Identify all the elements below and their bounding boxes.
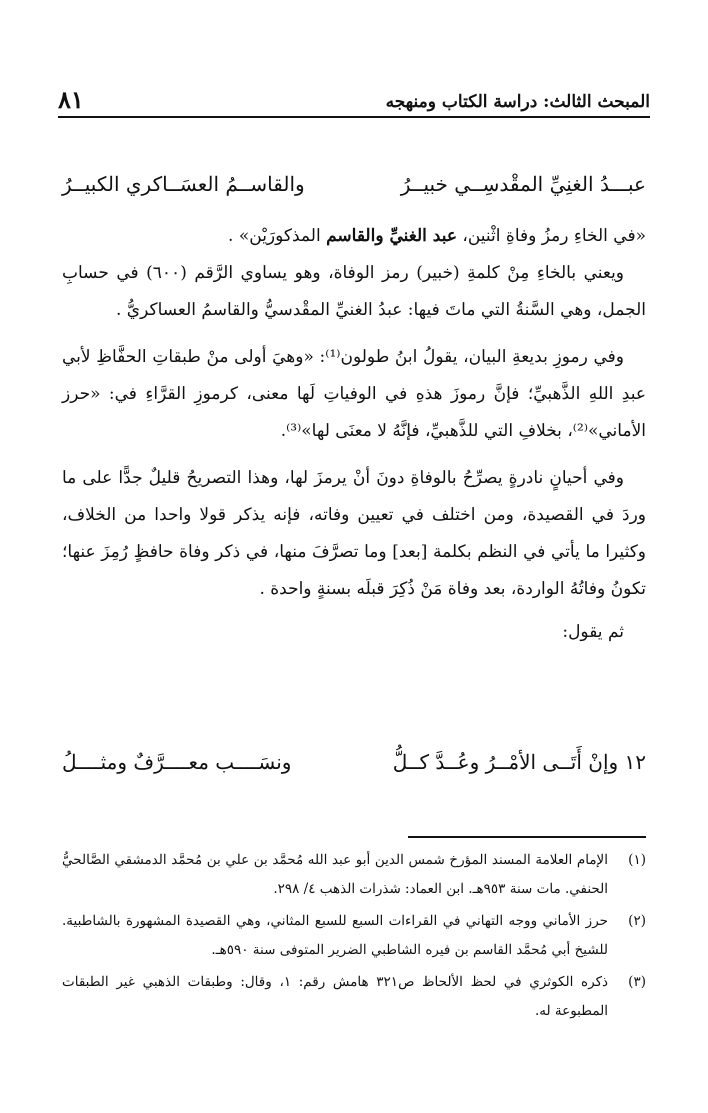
running-title: المبحث الثالث: دراسة الكتاب ومنهجه <box>385 92 650 112</box>
verse-second-hemistich: والقاســمُ العسَــاكري الكبيــرُ <box>62 172 305 196</box>
footnote <box>62 846 646 904</box>
page-number: ٨١ <box>58 85 84 114</box>
footnotes <box>62 846 646 1029</box>
body-text <box>62 218 646 651</box>
footnote-number: (٣) <box>628 974 646 990</box>
footnote-number: (٢) <box>628 913 646 929</box>
footnote-text: الإمام العلامة المسند المؤرخ شمس الدين أبو عبد الله مُحمَّد بن علي بن مُحمَّد الدمشقي الصَّالحيُّ الحنفي. مات سنة ٩٥٣هـ. ابن العماد: شذرات الذهب ٤/ ٢٩٨. <box>62 852 608 897</box>
footnote <box>62 907 646 965</box>
verse-first-hemistich: عبـــدُ الغنِيِّ المقْدسِــي خبيــرُ <box>400 172 646 196</box>
paragraph: وفي رموزِ بديعةِ البيان، يقولُ ابنُ طولون⁽¹⁾: «وهيَ أولى منْ طبقاتِ الحفَّاظِ لأبي عبدِ اللهِ الذَّهبيِّ؛ فإنَّ رموزَ هذهِ في الوفياتِ لَها معنى، كرموزِ القرَّاءِ في: «حرز الأماني»⁽²⁾، بخلافِ التي للذَّهبيِّ، فإنَّهُ لا معنَى لها»⁽³⁾. <box>62 347 646 441</box>
verse-line <box>62 172 646 196</box>
footnote-text: حرز الأماني ووجه التهاني في القراءات السبع للسبع المثاني، وهي القصيدة المشهورة بالشاطبية. للشيخ أبي مُحمَّد القاسم بن فيره الشاطبي الضرير المتوفى سنة ٥٩٠هـ. <box>62 913 608 958</box>
quote-paragraph: «في الخاءِ رمزُ وفاةِ اثْنين، عبد الغنيِّ والقاسم المذكورَيْن» . <box>228 226 646 246</box>
header-rule <box>58 116 650 118</box>
footnote <box>62 968 646 1026</box>
paragraph: ويعني بالخاءِ مِنْ كلمةِ (خبير) رمز الوفاة، وهو يساوي الرَّقم (٦٠٠) في حسابِ الجمل، وهي السَّنةُ التي ماتَ فيها: عبدُ الغنيِّ المقْدسيُّ والقاسمُ العساكريُّ . <box>62 263 646 320</box>
footnote-rule <box>408 836 646 838</box>
verse-second-hemistich: ونسَــــب معــــرَّفٌ ومثــــلُ <box>62 750 292 774</box>
page-header <box>58 82 650 112</box>
bold-names: عبد الغنيِّ والقاسم <box>326 226 457 246</box>
verse-line <box>62 750 646 774</box>
paragraph: ثم يقول: <box>562 622 624 642</box>
verse-first-hemistich: ١٢ وإنْ أَتَــى الأمْــرُ وعُــدَّ كــلُّ <box>392 750 646 774</box>
paragraph: وفي أحيانٍ نادرةٍ يصرِّحُ بالوفاةِ دونَ أنْ يرمزَ لها، وهذا التصريحُ قليلٌ جدًّا على ما وردَ في القصيدة، ومن اختلف في تعيين وفاته، فإنه يذكر قولا واحدا من الخلاف، وكثيرا ما يأتي في النظم بكلمة [بعد] وما تصرَّفَ منها، في ذكر وفاة حافظٍ رُمِزَ عنها؛ تكونُ وفاتُهُ الواردة، بعد وفاة مَنْ ذُكِرَ قبلَه بسنةٍ واحدة . <box>62 468 646 599</box>
footnote-number: (١) <box>628 852 646 868</box>
footnote-text: ذكره الكوثري في لحظ الألحاظ ص٣٢١ هامش رقم: ١، وقال: وطبقات الذهبي غير الطبقات المطبوعة له. <box>62 974 609 1019</box>
